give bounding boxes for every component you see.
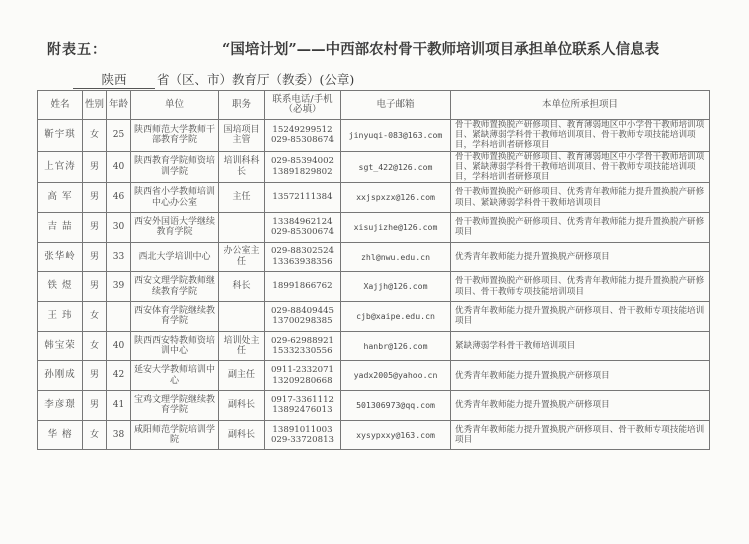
cell-title: 科长: [219, 272, 265, 302]
cell-email: jinyuqi-083@163.com: [341, 120, 451, 152]
cell-age: 42: [107, 361, 131, 391]
cell-unit: 陕西师范大学教师干部教育学院: [131, 120, 219, 152]
cell-name: 吉 喆: [38, 212, 83, 242]
cell-projects: 骨干教师置换脱产研修项目、优秀青年教师能力提升置换脱产研修项目: [451, 212, 710, 242]
cell-phone: 029-85394002 13891829802: [265, 151, 341, 183]
cell-gender: 女: [83, 120, 107, 152]
cell-unit: 西北大学培训中心: [131, 242, 219, 272]
cell-unit: 陕西省小学教师培训中心办公室: [131, 183, 219, 213]
cell-phone: 13572111384: [265, 183, 341, 213]
contact-table: [37, 90, 710, 450]
cell-age: 40: [107, 331, 131, 361]
cell-title: 副科长: [219, 420, 265, 450]
cell-projects: 紧缺薄弱学科骨干教师培训项目: [451, 331, 710, 361]
cell-title: 办公室主任: [219, 242, 265, 272]
cell-projects: 优秀青年教师能力提升置换脱产研修项目: [451, 361, 710, 391]
table-row: [38, 272, 710, 302]
cell-title: 副主任: [219, 361, 265, 391]
cell-projects: 优秀青年教师能力提升置换脱产研修项目: [451, 391, 710, 421]
cell-age: 30: [107, 212, 131, 242]
col-header-unit: 单位: [131, 91, 219, 120]
cell-age: [107, 301, 131, 331]
cell-email: zhl@nwu.edu.cn: [341, 242, 451, 272]
cell-email: yadx2005@yahoo.cn: [341, 361, 451, 391]
table-row: [38, 420, 710, 450]
col-header-name: 姓名: [38, 91, 83, 120]
cell-email: xysypxxy@163.com: [341, 420, 451, 450]
cell-gender: 男: [83, 183, 107, 213]
table-body: [38, 120, 710, 450]
cell-unit: 咸阳师范学院培训学院: [131, 420, 219, 450]
cell-gender: 女: [83, 420, 107, 450]
cell-name: 李彦璟: [38, 391, 83, 421]
cell-name: 张华岭: [38, 242, 83, 272]
cell-name: 铁 煜: [38, 272, 83, 302]
col-header-projects: 本单位所承担项目: [451, 91, 710, 120]
cell-gender: 男: [83, 272, 107, 302]
cell-email: sgt_422@126.com: [341, 151, 451, 183]
cell-title: 主任: [219, 183, 265, 213]
col-header-phone: 联系电话/手机（必填）: [265, 91, 341, 120]
cell-projects: 优秀青年教师能力提升置换脱产研修项目、骨干教师专项技能培训项目: [451, 301, 710, 331]
cell-title: 副科长: [219, 391, 265, 421]
cell-phone: 029-88302524 13363938356: [265, 242, 341, 272]
page-title: “国培计划”——中西部农村骨干教师培训项目承担单位联系人信息表: [222, 41, 660, 58]
cell-phone: 0917-3361112 13892476013: [265, 391, 341, 421]
cell-age: 38: [107, 420, 131, 450]
cell-gender: 男: [83, 151, 107, 183]
cell-projects: 优秀青年教师能力提升置换脱产研修项目: [451, 242, 710, 272]
cell-unit: 西安外国语大学继续教育学院: [131, 212, 219, 242]
cell-projects: 骨干教师置换脱产研修项目、优秀青年教师能力提升置换脱产研修项目、骨干教师专项技能培训项目: [451, 272, 710, 302]
cell-email: cjb@xaipe.edu.cn: [341, 301, 451, 331]
cell-age: 46: [107, 183, 131, 213]
cell-projects: 骨干教师置换脱产研修项目、教育薄弱地区中小学骨干教师培训项目、紧缺薄弱学科骨干教师培训项目、骨干教师专项技能培训项目，学科培训者研修项目: [451, 120, 710, 152]
table-row: [38, 212, 710, 242]
cell-phone: 13891011003 029-33720813: [265, 420, 341, 450]
table-row: [38, 301, 710, 331]
cell-title: 国培项目主管: [219, 120, 265, 152]
col-header-gender: 性别: [83, 91, 107, 120]
cell-unit: 西安文理学院教师继续教育学院: [131, 272, 219, 302]
cell-age: 41: [107, 391, 131, 421]
cell-email: hanbr@126.com: [341, 331, 451, 361]
cell-unit: 西安体育学院继续教育学院: [131, 301, 219, 331]
cell-title: [219, 212, 265, 242]
table-row: [38, 361, 710, 391]
table-row: [38, 151, 710, 183]
table-row: [38, 183, 710, 213]
cell-name: 高 军: [38, 183, 83, 213]
cell-gender: 女: [83, 331, 107, 361]
cell-projects: 骨干教师置换脱产研修项目、优秀青年教师能力提升置换脱产研修项目、紧缺薄弱学科骨干教师培训项目: [451, 183, 710, 213]
col-header-title: 职务: [219, 91, 265, 120]
table-row: [38, 391, 710, 421]
cell-title: 培训科科长: [219, 151, 265, 183]
title-row: [0, 36, 749, 62]
table-row: [38, 120, 710, 152]
table-header-row: [38, 91, 710, 120]
cell-phone: 029-62988921 15332330556: [265, 331, 341, 361]
cell-gender: 女: [83, 301, 107, 331]
cell-gender: 男: [83, 361, 107, 391]
cell-name: 韩宝荣: [38, 331, 83, 361]
cell-unit: 宝鸡文理学院继续教育学院: [131, 391, 219, 421]
cell-gender: 男: [83, 391, 107, 421]
cell-phone: 0911-2332071 13209280668: [265, 361, 341, 391]
province-field: 陕西: [73, 70, 155, 89]
cell-projects: 骨干教师置换脱产研修项目、教育薄弱地区中小学骨干教师培训项目、紧缺薄弱学科骨干教师培训项目、骨干教师专项技能培训项目，学科培训者研修项目: [451, 151, 710, 183]
cell-title: 培训处主任: [219, 331, 265, 361]
cell-age: 39: [107, 272, 131, 302]
cell-title: [219, 301, 265, 331]
province-line: [73, 70, 354, 88]
cell-phone: 18991866762: [265, 272, 341, 302]
cell-name: 靳宇琪: [38, 120, 83, 152]
cell-age: 33: [107, 242, 131, 272]
cell-email: xisujizhe@126.com: [341, 212, 451, 242]
col-header-age: 年龄: [107, 91, 131, 120]
cell-age: 40: [107, 151, 131, 183]
province-suffix: 省（区、市）教育厅（教委）(公章): [157, 72, 355, 87]
cell-name: 孙刚成: [38, 361, 83, 391]
cell-gender: 男: [83, 212, 107, 242]
cell-name: 上官涛: [38, 151, 83, 183]
cell-unit: 陕西教育学院师资培训学院: [131, 151, 219, 183]
cell-age: 25: [107, 120, 131, 152]
annex-label: 附表五：: [47, 42, 107, 58]
cell-name: 王 玮: [38, 301, 83, 331]
cell-phone: 15249299512 029-85308674: [265, 120, 341, 152]
cell-unit: 延安大学教师培训中心: [131, 361, 219, 391]
cell-email: 501306973@qq.com: [341, 391, 451, 421]
cell-email: xxjspxzx@126.com: [341, 183, 451, 213]
table-row: [38, 331, 710, 361]
cell-unit: 陕西西安特教师资培训中心: [131, 331, 219, 361]
col-header-email: 电子邮箱: [341, 91, 451, 120]
cell-phone: 029-88409445 13700298385: [265, 301, 341, 331]
cell-projects: 优秀青年教师能力提升置换脱产研修项目、骨干教师专项技能培训项目: [451, 420, 710, 450]
cell-name: 华 榕: [38, 420, 83, 450]
cell-gender: 男: [83, 242, 107, 272]
cell-email: Xajjh@126.com: [341, 272, 451, 302]
cell-phone: 13384962124 029-85300674: [265, 212, 341, 242]
table-row: [38, 242, 710, 272]
